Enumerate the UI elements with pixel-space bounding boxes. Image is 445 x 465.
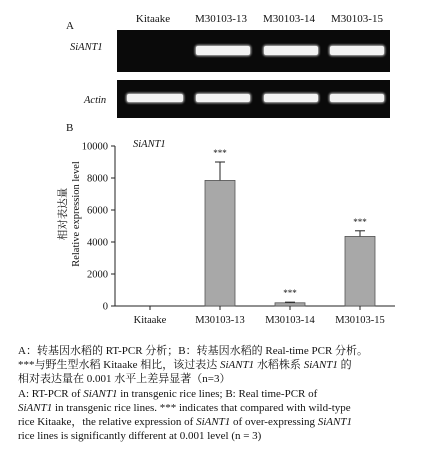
expression-bar-chart (0, 130, 445, 340)
x-tick-label: M30103-15 (335, 315, 385, 326)
gel-image-actin (117, 80, 390, 118)
y-tick-label: 6000 (87, 205, 108, 217)
bar-M30103-15 (345, 236, 375, 306)
y-tick-label: 4000 (87, 237, 108, 249)
caption-en: A: RT-PCR of SiANT1 in transgenic rice lines; B: Real time-PCR of SiANT1 in transgenic rice lines. *** indicates that compared with wild-type rice Kitaake，the relative expression of SiANT1 of over-expressing SiANT1 rice lines is significantly different at 0.001 level (n = 3) (18, 387, 352, 443)
chart-title: SiANT1 (133, 139, 166, 150)
y-tick-label: 0 (102, 301, 108, 313)
gel-band (127, 94, 183, 102)
gel-row-label-actin: Actin (84, 95, 107, 106)
y-tick-label: 10000 (81, 141, 108, 153)
gel-image-siant1 (117, 30, 390, 72)
bar-M30103-13 (205, 180, 235, 306)
caption-cn-line3: 相对表达量在 0.001 水平上差异显著（n=3） (18, 373, 231, 386)
x-tick-label: Kitaake (133, 315, 167, 326)
gel-band (196, 46, 250, 55)
gel-row-label-siant1: SiANT1 (70, 42, 103, 53)
gel-band (330, 94, 384, 102)
lane-header-m30103-14: M30103-14 (263, 13, 315, 25)
significance-label: *** (353, 216, 367, 227)
lane-header-m30103-13: M30103-13 (195, 13, 247, 25)
x-tick-label: M30103-14 (265, 315, 315, 326)
y-axis-label-en: Relative expression level (71, 161, 82, 267)
lane-header-m30103-15: M30103-15 (331, 13, 383, 25)
panel-b-letter: B (66, 122, 74, 134)
bar-M30103-14 (275, 303, 305, 306)
gel-band (196, 94, 250, 102)
y-tick-label: 8000 (87, 173, 108, 185)
figure-caption (18, 344, 443, 443)
y-axis-label-cn: 相对表达量 (58, 187, 69, 241)
gel-band (330, 46, 384, 55)
significance-label: *** (283, 288, 297, 299)
gel-band (264, 94, 318, 102)
caption-cn-line1: A：转基因水稻的 RT-PCR 分析；B：转基因水稻的 Real-time PCR 分析。 (18, 345, 369, 357)
gel-band (264, 46, 318, 55)
caption-cn-line2: ***与野生型水稻 Kitaake 相比，该过表达 SiANT1 水稻株系 SiANT1 的 (18, 359, 352, 372)
panel-a-letter: A (66, 20, 74, 32)
significance-label: *** (213, 148, 227, 158)
lane-header-kitaake: Kitaake (135, 13, 171, 25)
x-tick-label: M30103-13 (195, 315, 245, 326)
y-tick-label: 2000 (87, 269, 108, 281)
